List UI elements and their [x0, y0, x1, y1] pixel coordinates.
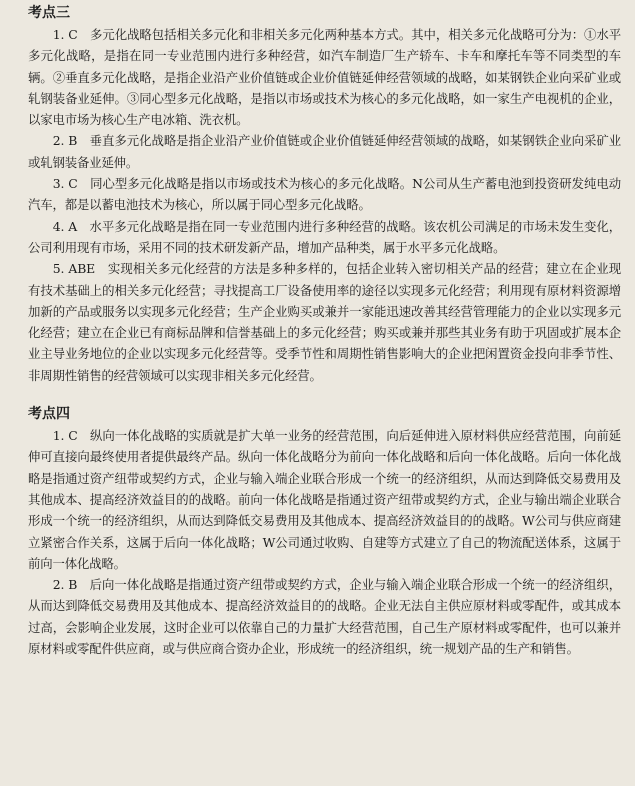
- section4-answer-2: 2. B 后向一体化战略是指通过资产纽带或契约方式，企业与输入端企业联合形成一个统一的经济组织，从而达到降低交易费用及其他成本、提高经济效益目的的战略。企业无法自主供应原材料或零配件，或其成本过高，会影响企业发展，这时企业可以依靠自己的力量扩大经营范围，自己生产原材料或零配件，也可以兼并原材料或零配件供应商，或与供应商合资办企业，形成统一的经济组织，统一规划产品的生产和销售。: [28, 577, 621, 657]
- section4-answer-1: 1. C 纵向一体化战略的实质就是扩大单一业务的经营范围，向后延伸进入原材料供应经营范围，向前延伸可直接向最终使用者提供最终产品。纵向一体化战略分为前向一体化战略和后向一体化战略。后向一体化战略是指通过资产纽带或契约方式，企业与输入端企业联合形成一个统一的经济组织，从而达到降低交易费用及其他成本、提高经济效益目的的战略。前向一体化战略是指通过资产纽带或契约方式，企业与输出端企业联合形成一个统一的经济组织，从而达到降低交易费用及其他成本、提高经济效益目的的战略。W公司与供应商建立紧密合作关系，这属于后向一体化战略；W公司通过收购、自建等方式建立了自己的物流配送体系，这属于前向一体化战略。: [28, 428, 621, 571]
- section4-heading: 考点四: [28, 406, 70, 423]
- section3-answer-4: 4. A 水平多元化战略是指在同一专业范围内进行多种经营的战略。该农机公司满足的市场未发生变化，公司利用现有市场，采用不同的技术研发新产品，增加产品种类，属于水平多元化战略。: [28, 218, 621, 255]
- section3-answer-2: 2. B 垂直多元化战略是指企业沿产业价值链或企业价值链延伸经营领域的战略，如某钢铁企业向采矿业或轧钢装备业延伸。: [28, 133, 621, 170]
- section3-answer-3: 3. C 同心型多元化战略是指以市场或技术为核心的多元化战略。N公司从生产蓄电池到投资研发纯电动汽车，都是以蓄电池技术为核心，所以属于同心型多元化战略。: [28, 176, 621, 213]
- section3-answer-5: 5. ABE 实现相关多元化经营的方法是多种多样的，包括企业转入密切相关产品的经营；建立在企业现有技术基础上的相关多元化经营；寻找提高工厂设备使用率的途径以实现多元化经营；利用现有原材料资源增加新的产品或服务以实现多元化经营；生产企业购买或兼并一家能迅速改善其经营管理能力的企业以实现多元化经营；建立在企业已有商标品牌和信誉基础上的多元化经营；购买或兼并那些其业务有助于巩固或扩展本企业主导业务地位的企业以实现多元化经营等。受季节性和周期性销售影响大的企业把闲置资金投向非季节性、非周期性销售的经营领域可以实现非相关多元化经营。: [28, 261, 621, 383]
- section3-answer-1: 1. C 多元化战略包括相关多元化和非相关多元化两种基本方式。其中，相关多元化战略可分为：①水平多元化战略，是指在同一专业范围内进行多种经营，如汽车制造厂生产轿车、卡车和摩托车等不同类型的车辆。②垂直多元化战略，是指企业沿产业价值链或企业价值链延伸经营领域的战略，如某钢铁企业向采矿业或轧钢装备业延伸。③同心型多元化战略，是指以市场或技术为核心的多元化战略，如一家生产电视机的企业，以家电市场为核心生产电冰箱、洗衣机。: [28, 27, 621, 128]
- section3-heading: 考点三: [28, 5, 70, 21]
